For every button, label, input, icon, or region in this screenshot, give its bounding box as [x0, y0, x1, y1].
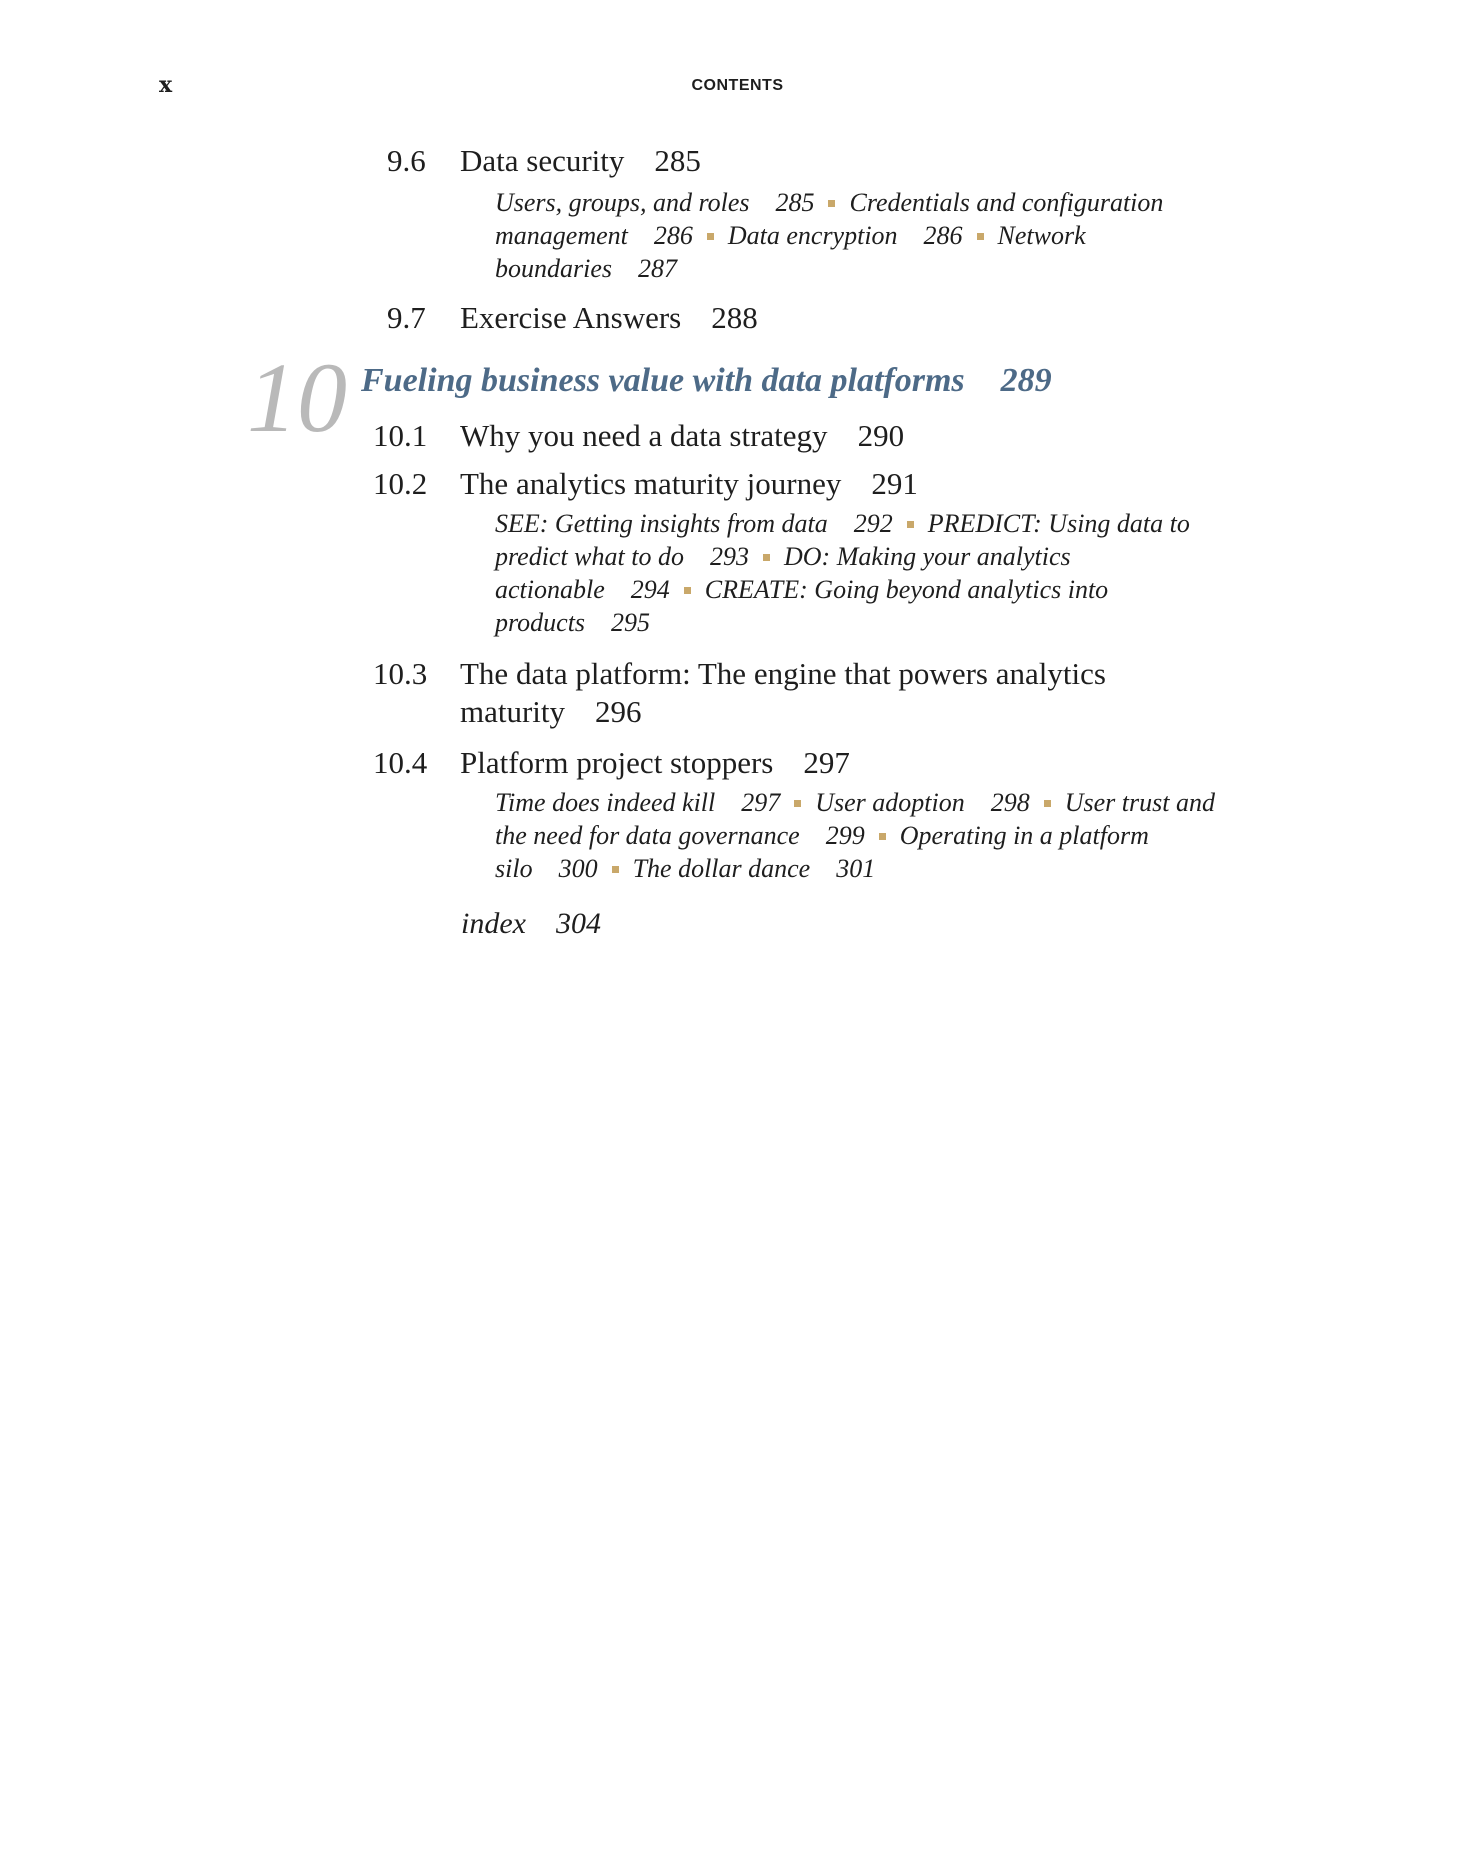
subsection-title[interactable]: silo	[495, 854, 533, 883]
subsection-line	[495, 786, 1215, 819]
subsection-block-10-4	[495, 786, 1215, 885]
bullet-separator	[1044, 800, 1051, 807]
subsection-title[interactable]: User adoption	[815, 788, 965, 817]
subsection-title[interactable]: management	[495, 221, 628, 250]
subsection-block-10-2	[495, 507, 1190, 639]
chapter-title-link[interactable]	[361, 362, 1052, 400]
section-title: Platform project stoppers	[460, 745, 774, 780]
bullet-separator	[684, 587, 691, 594]
toc-entry-9-6-title[interactable]	[460, 143, 701, 179]
chapter-title: Fueling business value with data platforms	[361, 362, 965, 399]
running-head: CONTENTS	[691, 77, 784, 94]
subsection-page: 299	[825, 821, 865, 850]
subsection-line	[495, 606, 1190, 639]
bullet-separator	[879, 833, 886, 840]
subsection-title[interactable]: The dollar dance	[632, 854, 811, 883]
subsection-title[interactable]: actionable	[495, 575, 605, 604]
section-page: 290	[857, 418, 905, 453]
toc-entry-10-3-title[interactable]	[460, 656, 1106, 692]
chapter-number: 10	[247, 342, 347, 453]
subsection-title[interactable]: Time does indeed kill	[495, 788, 716, 817]
subsection-title[interactable]: Network	[997, 221, 1086, 250]
section-page: 291	[871, 466, 918, 501]
subsection-title[interactable]: boundaries	[495, 254, 612, 283]
index-label: index	[461, 907, 526, 940]
bullet-separator	[977, 233, 984, 240]
section-number: 10.4	[373, 745, 428, 780]
subsection-title[interactable]: Data encryption	[727, 221, 898, 250]
subsection-title[interactable]: products	[495, 608, 586, 637]
toc-entry-9-7[interactable]	[387, 300, 426, 336]
subsection-page: 295	[611, 608, 651, 637]
subsection-line	[495, 252, 1163, 285]
section-page: 297	[803, 745, 850, 780]
bullet-separator	[707, 233, 714, 240]
subsection-page: 301	[836, 854, 876, 883]
subsection-page: 285	[775, 188, 815, 217]
toc-entry-10-3-title-cont[interactable]	[460, 694, 642, 730]
section-page: 296	[595, 694, 642, 729]
subsection-line	[495, 219, 1163, 252]
toc-entry-10-2-title[interactable]	[460, 466, 918, 502]
section-title: Exercise Answers	[460, 300, 682, 335]
toc-entry-9-6[interactable]	[387, 143, 426, 179]
toc-entry-index[interactable]	[461, 907, 601, 941]
section-page: 285	[654, 143, 701, 178]
subsection-title[interactable]: Credentials and configuration	[849, 188, 1164, 217]
subsection-title[interactable]: Operating in a platform	[899, 821, 1149, 850]
subsection-title[interactable]: Users, groups, and roles	[495, 188, 750, 217]
subsection-page: 300	[558, 854, 598, 883]
subsection-line	[495, 573, 1190, 606]
subsection-page: 286	[923, 221, 963, 250]
section-number: 9.6	[387, 143, 426, 178]
subsection-title[interactable]: SEE: Getting insights from data	[495, 509, 828, 538]
index-page: 304	[555, 907, 601, 940]
subsection-page: 286	[653, 221, 693, 250]
section-title: maturity	[460, 694, 566, 729]
bullet-separator	[828, 200, 835, 207]
subsection-page: 293	[709, 542, 749, 571]
subsection-line	[495, 540, 1190, 573]
toc-entry-10-3[interactable]	[373, 656, 427, 692]
bullet-separator	[907, 521, 914, 528]
subsection-block-9-6	[495, 186, 1163, 285]
subsection-title[interactable]: predict what to do	[495, 542, 684, 571]
bullet-separator	[763, 554, 770, 561]
subsection-page: 292	[853, 509, 893, 538]
subsection-title[interactable]: CREATE: Going beyond analytics into	[704, 575, 1109, 604]
subsection-line	[495, 852, 1215, 885]
subsection-title[interactable]: User trust and	[1064, 788, 1215, 817]
toc-entry-9-7-title[interactable]	[460, 300, 758, 336]
subsection-page: 297	[741, 788, 781, 817]
section-number: 10.2	[373, 466, 428, 501]
page-number: x	[159, 72, 173, 98]
toc-entry-10-1[interactable]	[373, 418, 427, 454]
subsection-page: 287	[638, 254, 677, 283]
bullet-separator	[612, 866, 619, 873]
subsection-page: 294	[630, 575, 670, 604]
section-title: Why you need a data strategy	[460, 418, 828, 453]
section-title: Data security	[460, 143, 625, 178]
subsection-title[interactable]: the need for data governance	[495, 821, 800, 850]
section-number: 9.7	[387, 300, 426, 335]
section-title: The data platform: The engine that powers analytics	[460, 656, 1106, 691]
section-number: 10.3	[373, 656, 428, 691]
chapter-page: 289	[1000, 362, 1052, 399]
subsection-line	[495, 507, 1190, 540]
subsection-line	[495, 186, 1163, 219]
section-number: 10.1	[373, 418, 428, 453]
toc-entry-10-2[interactable]	[373, 466, 427, 502]
subsection-page: 298	[990, 788, 1030, 817]
subsection-title[interactable]: DO: Making your analytics	[783, 542, 1071, 571]
section-page: 288	[711, 300, 758, 335]
subsection-line	[495, 819, 1215, 852]
section-title: The analytics maturity journey	[460, 466, 842, 501]
subsection-title[interactable]: PREDICT: Using data to	[927, 509, 1190, 538]
bullet-separator	[794, 800, 801, 807]
toc-entry-10-1-title[interactable]	[460, 418, 904, 454]
toc-entry-10-4-title[interactable]	[460, 745, 850, 781]
toc-entry-10-4[interactable]	[373, 745, 427, 781]
